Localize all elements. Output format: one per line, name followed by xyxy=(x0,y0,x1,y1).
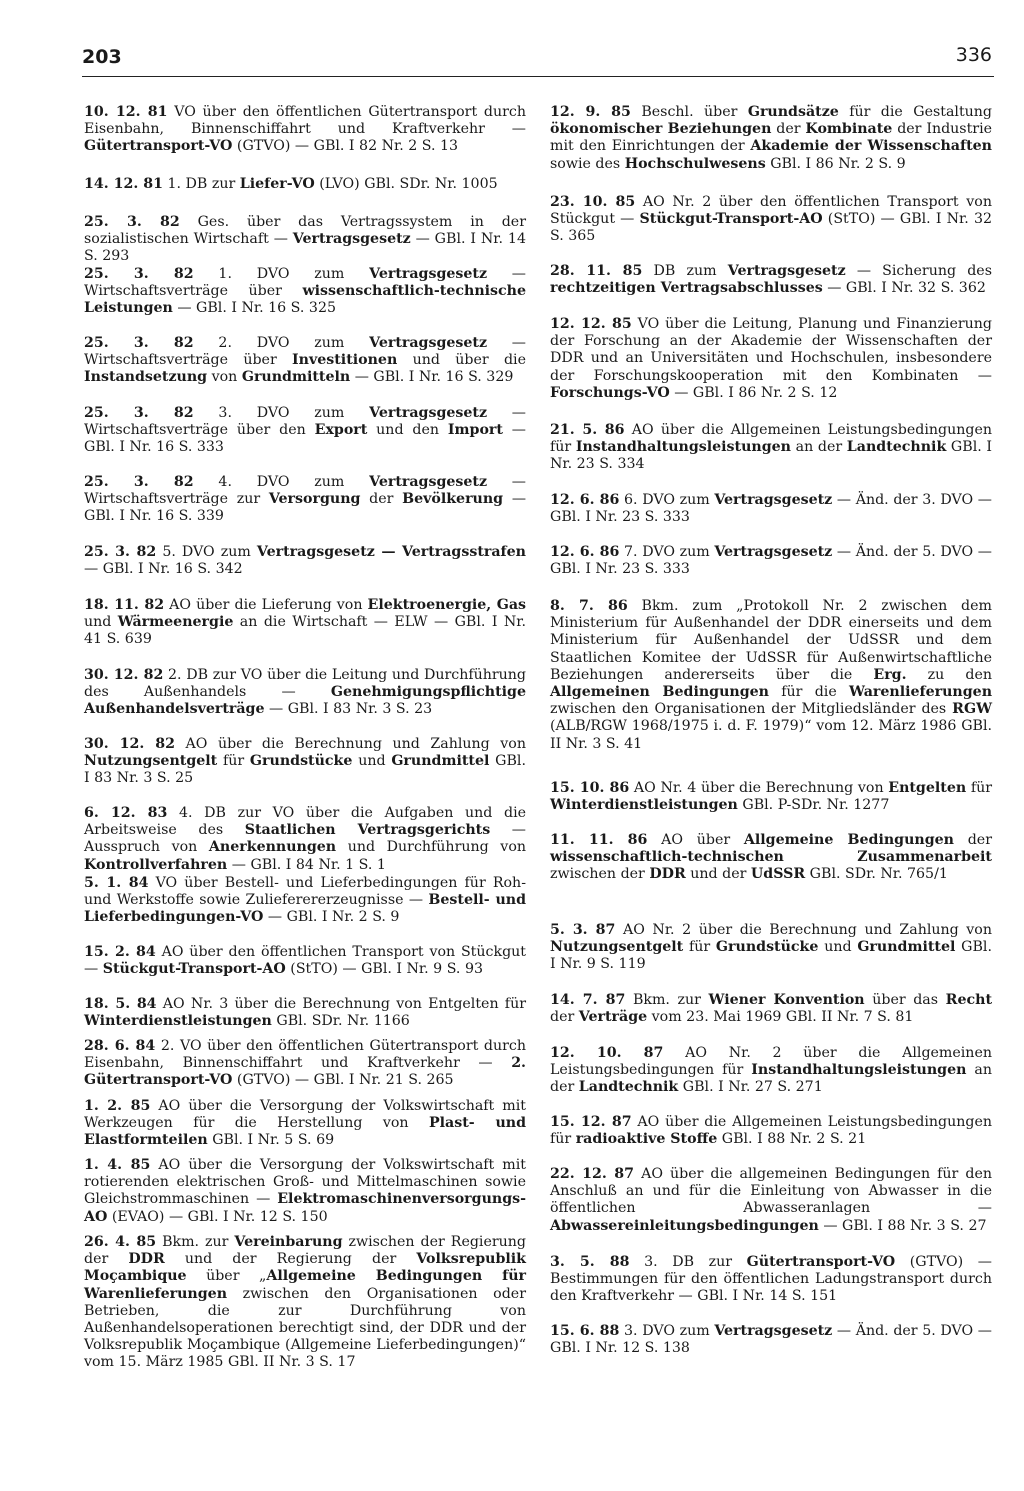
register-entry xyxy=(550,104,992,173)
entry-text: VO über den öffentlichen Gütertransport durch Eisenbahn, Binnenschiffahrt und Kraftverkehr — xyxy=(84,104,526,138)
entry-text: GBl. I Nr. 9 S. 119 xyxy=(550,939,992,973)
entry-text: vom 23. Mai 1969 GBl. II Nr. 7 S. 81 xyxy=(647,1009,914,1026)
entry-date: 26. 4. 85 xyxy=(84,1234,157,1250)
entry-text: GBl. I 86 Nr. 2 S. 9 xyxy=(765,155,906,172)
entry-text: Bkm. zum „Protokoll Nr. 2 zwischen dem Ministerium für Außenhandel der DDR einerseits und dem Ministerium für Außenhandel der UdSSR und dem Staatlichen Komitee der UdSSR für Außenwirtschaftliche Beziehungen andererseits über die xyxy=(550,598,992,683)
entry-text: — GBl. I Nr. 16 S. 342 xyxy=(84,561,243,578)
entry-text: und xyxy=(84,614,118,631)
entry-keyword: Anerkennungen xyxy=(208,839,337,856)
entry-keyword: rechtzeitigen Vertragsabschlusses xyxy=(550,280,823,297)
register-entry xyxy=(84,405,526,457)
entry-keyword: Vertragsgesetz xyxy=(714,492,833,508)
entry-keyword: Instandsetzung xyxy=(84,369,208,386)
register-entry xyxy=(84,544,526,578)
entry-text: der xyxy=(550,1009,579,1026)
entry-keyword: Bevölkerung xyxy=(402,491,504,508)
entry-text: an die Wirtschaft — ELW — GBl. I Nr. 41 S. 639 xyxy=(84,614,526,648)
entry-text: — GBl. I Nr. 2 S. 9 xyxy=(263,909,400,926)
entry-text: zwischen der Regierung der xyxy=(84,1234,526,1268)
entry-keyword: Nutzungsentgelt xyxy=(84,753,218,770)
entry-keyword: RGW xyxy=(952,701,992,718)
entry-text: und der xyxy=(685,866,751,883)
entry-keyword: Liefer-VO xyxy=(239,176,315,192)
entry-text: AO über die Allgemeinen Leistungsbedingungen für xyxy=(550,422,992,456)
register-entry xyxy=(550,922,992,974)
entry-text: AO Nr. 3 über die Berechnung von Entgelten für xyxy=(156,996,526,1012)
entry-text: 3. DVO zum xyxy=(619,1323,715,1339)
entry-text: GBl. I Nr. 23 S. 334 xyxy=(550,439,992,473)
register-entry xyxy=(550,194,992,246)
entry-keyword: Volksrepublik Moçambique xyxy=(84,1251,526,1285)
entry-text: 4. DVO zum xyxy=(193,474,370,490)
entry-text: — GBl. I 83 Nr. 3 S. 23 xyxy=(264,701,433,718)
entry-keyword: Vertragsgesetz xyxy=(369,405,488,421)
entry-date: 18. 11. 82 xyxy=(84,597,165,613)
entry-text: 3. DB zur xyxy=(629,1254,747,1270)
entry-text: AO über die Berechnung und Zahlung von xyxy=(175,736,526,752)
page-header xyxy=(82,40,994,77)
entry-text: zu den xyxy=(906,666,992,683)
entry-keyword: Entgelten xyxy=(888,780,967,796)
entry-keyword: ökonomischer Beziehungen xyxy=(550,121,772,138)
entry-text: der Industrie mit den Einrichtungen der xyxy=(550,121,993,155)
register-entry xyxy=(550,1114,992,1148)
entry-text: 7. DVO zum xyxy=(619,544,715,560)
entry-text: (GTVO) — GBl. I Nr. 21 S. 265 xyxy=(232,1072,454,1089)
entry-text: AO über die Lieferung von xyxy=(164,597,368,613)
entry-date: 14. 12. 81 xyxy=(84,176,163,192)
entry-date: 6. 12. 83 xyxy=(84,805,168,821)
entry-text: — GBl. I Nr. 16 S. 329 xyxy=(350,369,514,386)
entry-date: 12. 10. 87 xyxy=(550,1045,664,1061)
entry-date: 15. 10. 86 xyxy=(550,780,630,796)
entry-keyword: Investitionen xyxy=(292,352,398,369)
entry-text: — Wirtschaftsverträge über xyxy=(84,266,526,300)
entry-text: 1. DB zur xyxy=(163,176,240,192)
register-entry xyxy=(550,832,992,884)
entry-keyword: Kontrollverfahren xyxy=(84,856,228,873)
entry-text: 2. VO über den öffentlichen Gütertransport durch Eisenbahn, Binnenschiffahrt und Kraftverkehr — xyxy=(84,1038,526,1072)
entry-keyword: wissenschaftlich-technische Leistungen xyxy=(84,283,526,317)
entry-text: VO über Bestell- und Lieferbedingungen für Roh- und Werkstoffe sowie Zulieferererzeugnisse — xyxy=(84,875,526,909)
entry-keyword: Vertragsgesetz xyxy=(292,231,411,248)
entry-keyword: Grundstücke xyxy=(715,939,819,956)
register-entry xyxy=(84,1098,526,1150)
entry-text: (GTVO) — GBl. I 82 Nr. 2 S. 13 xyxy=(232,138,459,155)
entry-date: 25. 3. 82 xyxy=(84,214,180,230)
entry-date: 25. 3. 82 xyxy=(84,335,194,351)
entry-keyword: Instandhaltungsleistungen xyxy=(575,439,791,456)
entry-keyword: Import xyxy=(447,422,503,439)
entry-keyword: Winterdienstleistungen xyxy=(550,797,738,814)
entry-date: 28. 6. 84 xyxy=(84,1038,156,1054)
register-entry xyxy=(550,1323,992,1357)
entry-text: an der xyxy=(550,1062,992,1096)
entry-text: für xyxy=(683,939,716,956)
entry-date: 30. 12. 82 xyxy=(84,736,176,752)
entry-keyword: Erg. xyxy=(873,666,907,683)
entry-text: — Wirtschaftsverträge zur xyxy=(84,474,526,508)
entry-text: GBl. I Nr. 27 S. 271 xyxy=(678,1079,823,1096)
entry-keyword: Grundmittel xyxy=(391,753,490,770)
entry-text: AO über die Allgemeinen Leistungsbedingungen für xyxy=(550,1114,992,1148)
entry-keyword: Wiener Konvention xyxy=(708,992,865,1008)
register-entry xyxy=(84,1038,526,1090)
entry-text: AO Nr. 2 über die Berechnung und Zahlung von xyxy=(615,922,992,938)
entry-text: 5. DVO zum xyxy=(156,544,257,560)
entry-date: 3. 5. 88 xyxy=(550,1254,630,1270)
entry-keyword: Vertragsgesetz xyxy=(369,474,488,490)
entry-text: — GBl. I 88 Nr. 3 S. 27 xyxy=(818,1217,987,1234)
entry-text: — Sicherung des xyxy=(845,263,992,279)
entry-date: 23. 10. 85 xyxy=(550,194,636,210)
entry-keyword: Landtechnik xyxy=(846,439,947,456)
register-entry xyxy=(550,492,992,526)
entry-text: zwischen der xyxy=(550,866,650,883)
entry-text: AO Nr. 2 über den öffentlichen Transport von Stückgut — xyxy=(550,194,992,228)
entry-text: für die xyxy=(768,684,849,701)
entry-keyword: Kombinate xyxy=(805,121,893,138)
entry-text: an der xyxy=(790,439,847,456)
register-entry xyxy=(84,667,526,719)
entry-keyword: Vertragsgesetz — Vertragsstrafen xyxy=(256,544,526,560)
entry-text: (StTO) — GBl. I Nr. 9 S. 93 xyxy=(285,961,483,978)
register-entry xyxy=(550,1166,992,1235)
entry-date: 1. 4. 85 xyxy=(84,1157,151,1173)
entry-date: 5. 1. 84 xyxy=(84,875,149,891)
entry-text: AO über die allgemeinen Bedingungen für den Anschluß an und für die Einleitung von Abwasser in die öffentlichen Abwasseranlagen — xyxy=(550,1166,992,1217)
entry-keyword: Grundsätze xyxy=(747,104,839,120)
entry-keyword: Grundmitteln xyxy=(241,369,351,386)
entry-text: sowie des xyxy=(550,155,625,172)
entry-keyword: Stückgut-Transport-AO xyxy=(102,961,286,978)
entry-text: (ALB/RGW 1968/1975 i. d. F. 1979)“ vom 12. März 1986 GBl. II Nr. 3 S. 41 xyxy=(550,718,992,752)
entry-keyword: Grundstücke xyxy=(249,753,353,770)
register-entry xyxy=(550,598,992,753)
register-entry xyxy=(550,1045,992,1097)
entry-keyword: radioaktive Stoffe xyxy=(575,1131,718,1148)
register-entry xyxy=(550,422,992,474)
register-entry xyxy=(84,474,526,526)
register-entry xyxy=(550,992,992,1026)
entry-date: 22. 12. 87 xyxy=(550,1166,635,1182)
entry-keyword: Hochschulwesens xyxy=(624,155,766,172)
register-entry xyxy=(84,875,526,927)
entry-date: 12. 12. 85 xyxy=(550,316,632,332)
entry-keyword: Elektromaschinenversorgungs-AO xyxy=(84,1191,526,1225)
entry-text: AO über den öffentlichen Transport von Stückgut — xyxy=(84,944,526,978)
entry-date: 1. 2. 85 xyxy=(84,1098,151,1114)
register-entry xyxy=(84,176,526,193)
entry-keyword: Forschungs-VO xyxy=(550,384,670,401)
register-entry xyxy=(84,104,526,156)
entry-text: und xyxy=(818,939,858,956)
register-entry xyxy=(84,736,526,788)
register-entry xyxy=(84,805,526,874)
entry-text: der xyxy=(771,121,806,138)
register-entry xyxy=(84,1157,526,1226)
entry-text: und den xyxy=(367,422,448,439)
entry-text: und xyxy=(352,753,392,770)
entry-text: (GTVO) — Bestimmungen für den öffentlichen Ladungstransport durch den Kraftverkehr — GBl. I Nr. 14 S. 151 xyxy=(550,1254,992,1305)
entry-text: der xyxy=(954,832,992,848)
entry-text: — GBl. I Nr. 32 S. 362 xyxy=(822,280,986,297)
entry-keyword: Abwassereinleitungsbedingungen xyxy=(550,1217,819,1234)
entry-text: — GBl. I Nr. 16 S. 339 xyxy=(84,491,527,525)
entry-text: AO Nr. 4 über die Berechnung von xyxy=(629,780,889,796)
entry-text: über das xyxy=(864,992,946,1008)
entry-text: und über die xyxy=(397,352,526,369)
entry-keyword: UdSSR xyxy=(750,866,806,883)
entry-text: — Änd. der 5. DVO — GBl. I Nr. 23 S. 333 xyxy=(550,544,992,578)
entry-keyword: Elektroenergie, Gas xyxy=(367,597,526,613)
entry-text: für xyxy=(217,753,250,770)
entry-date: 12. 6. 86 xyxy=(550,492,620,508)
entry-keyword: wissenschaftlich-technischen Zusammenarbeit xyxy=(550,849,992,866)
entry-text: — Änd. der 5. DVO — GBl. I Nr. 12 S. 138 xyxy=(550,1323,992,1357)
entry-text: zwischen den Organisationen der Mitgliedsländer des xyxy=(550,701,953,718)
entry-date: 25. 3. 82 xyxy=(84,544,157,560)
entry-text: (EVAO) — GBl. I Nr. 12 S. 150 xyxy=(107,1208,328,1225)
entry-keyword: Wärmeenergie xyxy=(117,614,234,631)
entry-text: 2. DB zur VO über die Leitung und Durchführung des Außenhandels — xyxy=(84,667,526,701)
entry-keyword: Winterdienstleistungen xyxy=(84,1013,272,1030)
entry-text: 2. DVO zum xyxy=(193,335,370,351)
entry-keyword: Allgemeinen Bedingungen xyxy=(550,684,769,701)
entry-text: — GBl. I 84 Nr. 1 S. 1 xyxy=(227,856,386,873)
entry-keyword: Nutzungsentgelt xyxy=(550,939,684,956)
entry-text: und Durchführung von xyxy=(336,839,527,856)
entry-text: — Ausspruch von xyxy=(84,822,526,856)
entry-keyword: Gütertransport-VO xyxy=(746,1254,896,1270)
entry-keyword: Landtechnik xyxy=(578,1079,679,1096)
entry-keyword: Vertragsgesetz xyxy=(369,266,488,282)
entry-text: über „ xyxy=(186,1268,267,1285)
register-entry xyxy=(84,944,526,978)
entry-keyword: DDR xyxy=(649,866,686,883)
register-entry xyxy=(84,1234,526,1372)
entry-date: 14. 7. 87 xyxy=(550,992,626,1008)
entry-text: GBl. I 88 Nr. 2 S. 21 xyxy=(717,1131,867,1148)
entry-text: 6. DVO zum xyxy=(619,492,715,508)
entry-text: Ges. über das Vertragssystem in der sozialistischen Wirtschaft — xyxy=(84,214,526,248)
register-entry xyxy=(550,1254,992,1306)
entry-date: 11. 11. 86 xyxy=(550,832,648,848)
entry-keyword: 2. Gütertransport-VO xyxy=(84,1055,526,1089)
entry-keyword: Verträge xyxy=(578,1009,648,1026)
entry-text: — Änd. der 3. DVO — GBl. I Nr. 23 S. 333 xyxy=(550,492,992,526)
entry-date: 15. 12. 87 xyxy=(550,1114,632,1130)
entry-text: AO Nr. 2 über die Allgemeinen Leistungsbedingungen für xyxy=(550,1045,992,1079)
entry-keyword: Vertragsgesetz xyxy=(727,263,846,279)
entry-text: DB zum xyxy=(642,263,728,279)
entry-text: zwischen den Organisationen oder Betrieben, die zur Durchführung von Außenhandelsoperationen berechtigt sind, der DDR und der Volksrepublik Moçambique (Allgemeine Lieferbedingungen)“ vom 15. März 1985 GBl. II Nr. 3 S. 17 xyxy=(84,1285,526,1371)
page-number-left: 203 xyxy=(82,46,122,68)
entry-text: VO über die Leitung, Planung und Finanzierung der Forschung an der Akademie der Wissenschaften der DDR und an Universitäten und Hochschulen, insbesondere der Forschungskooperation mit den Kombinaten — xyxy=(550,316,992,384)
entry-date: 25. 3. 82 xyxy=(84,405,194,421)
entry-keyword: Plast- und Elastformteilen xyxy=(84,1115,526,1149)
entry-text: Beschl. über xyxy=(630,104,748,120)
entry-keyword: DDR xyxy=(128,1251,165,1268)
register-entry xyxy=(550,780,992,814)
entry-text: GBl. I Nr. 5 S. 69 xyxy=(207,1132,335,1149)
entry-text: — GBl. I 86 Nr. 2 S. 12 xyxy=(669,384,838,401)
entry-text: — GBl. I Nr. 16 S. 325 xyxy=(172,300,336,317)
entry-date: 18. 5. 84 xyxy=(84,996,157,1012)
register-entry xyxy=(550,263,992,297)
entry-text: von xyxy=(207,369,242,386)
entry-text: GBl. P-SDr. Nr. 1277 xyxy=(737,797,890,814)
entry-text: für die Gestaltung xyxy=(838,104,992,120)
entry-keyword: Allgemeine Bedingungen für Warenlieferungen xyxy=(84,1268,526,1302)
entry-keyword: Grundmittel xyxy=(857,939,956,956)
entry-text: 1. DVO zum xyxy=(193,266,370,282)
register-entry xyxy=(550,544,992,578)
register-entry xyxy=(84,597,526,649)
entry-date: 25. 3. 82 xyxy=(84,474,194,490)
entry-keyword: Staatlichen Vertragsgerichts xyxy=(244,822,491,839)
entry-text: GBl. I 83 Nr. 3 S. 25 xyxy=(84,753,526,787)
entry-keyword: Bestell- und Lieferbedingungen-VO xyxy=(84,892,526,926)
entry-keyword: Instandhaltungsleistungen xyxy=(751,1062,967,1079)
entry-keyword: Allgemeine Bedingungen xyxy=(743,832,954,848)
entry-keyword: Stückgut-Transport-AO xyxy=(639,211,823,228)
register-entry xyxy=(84,214,526,266)
entry-keyword: Akademie der Wissenschaften xyxy=(750,138,992,155)
entry-date: 30. 12. 82 xyxy=(84,667,164,683)
entry-text: AO über die Versorgung der Volkswirtschaft mit rotierenden elektrischen Groß- und Mittelmaschinen sowie Gleichstrommaschinen — xyxy=(84,1157,526,1208)
page-number-right: 336 xyxy=(955,44,992,66)
entry-date: 15. 6. 88 xyxy=(550,1323,620,1339)
entry-date: 21. 5. 86 xyxy=(550,422,625,438)
entry-text: (LVO) GBl. SDr. Nr. 1005 xyxy=(314,176,498,192)
register-entry xyxy=(84,335,526,387)
entry-date: 10. 12. 81 xyxy=(84,104,168,120)
entry-text: für xyxy=(966,780,992,796)
entry-text: Bkm. zur xyxy=(156,1234,235,1250)
entry-date: 15. 2. 84 xyxy=(84,944,156,960)
entry-date: 12. 9. 85 xyxy=(550,104,631,120)
entry-text: — GBl. I Nr. 16 S. 333 xyxy=(84,422,526,456)
entry-text: AO über die Versorgung der Volkswirtschaft mit Werkzeugen für die Herstellung von xyxy=(84,1098,526,1132)
entry-date: 25. 3. 82 xyxy=(84,266,194,282)
register-entry xyxy=(550,316,992,402)
entry-date: 5. 3. 87 xyxy=(550,922,616,938)
entry-keyword: Warenlieferungen xyxy=(849,684,993,701)
entry-text: — Wirtschaftsverträge über xyxy=(84,335,526,369)
entry-keyword: Vertragsgesetz xyxy=(714,1323,833,1339)
entry-keyword: Versorgung xyxy=(268,491,361,508)
register-entry xyxy=(84,996,526,1030)
entry-date: 8. 7. 86 xyxy=(550,598,628,614)
entry-text: der xyxy=(360,491,403,508)
entry-keyword: Export xyxy=(314,422,368,439)
entry-keyword: Vertragsgesetz xyxy=(714,544,833,560)
register-entry xyxy=(84,266,526,318)
entry-keyword: Genehmigungspflichtige Außenhandelsverträge xyxy=(84,684,526,718)
entry-text: GBl. SDr. Nr. 765/1 xyxy=(805,866,948,883)
entry-text: und der Regierung der xyxy=(164,1251,417,1268)
entry-text: — Wirtschaftsverträge über den xyxy=(84,405,526,439)
entry-keyword: Gütertransport-VO xyxy=(84,138,233,155)
entry-text: AO über xyxy=(647,832,744,848)
entry-keyword: Vereinbarung xyxy=(234,1234,343,1250)
entry-keyword: Vertragsgesetz xyxy=(369,335,488,351)
entry-text: — GBl. I Nr. 14 S. 293 xyxy=(84,231,526,265)
entry-keyword: Recht xyxy=(945,992,992,1008)
entry-text: Bkm. zur xyxy=(625,992,709,1008)
entry-text: 4. DB zur VO über die Aufgaben und die Arbeitsweise des xyxy=(84,805,526,839)
entry-text: GBl. SDr. Nr. 1166 xyxy=(271,1013,410,1030)
entry-text: 3. DVO zum xyxy=(193,405,370,421)
entry-text: (StTO) — GBl. I Nr. 32 S. 365 xyxy=(550,211,992,245)
entry-date: 12. 6. 86 xyxy=(550,544,620,560)
entry-date: 28. 11. 85 xyxy=(550,263,643,279)
